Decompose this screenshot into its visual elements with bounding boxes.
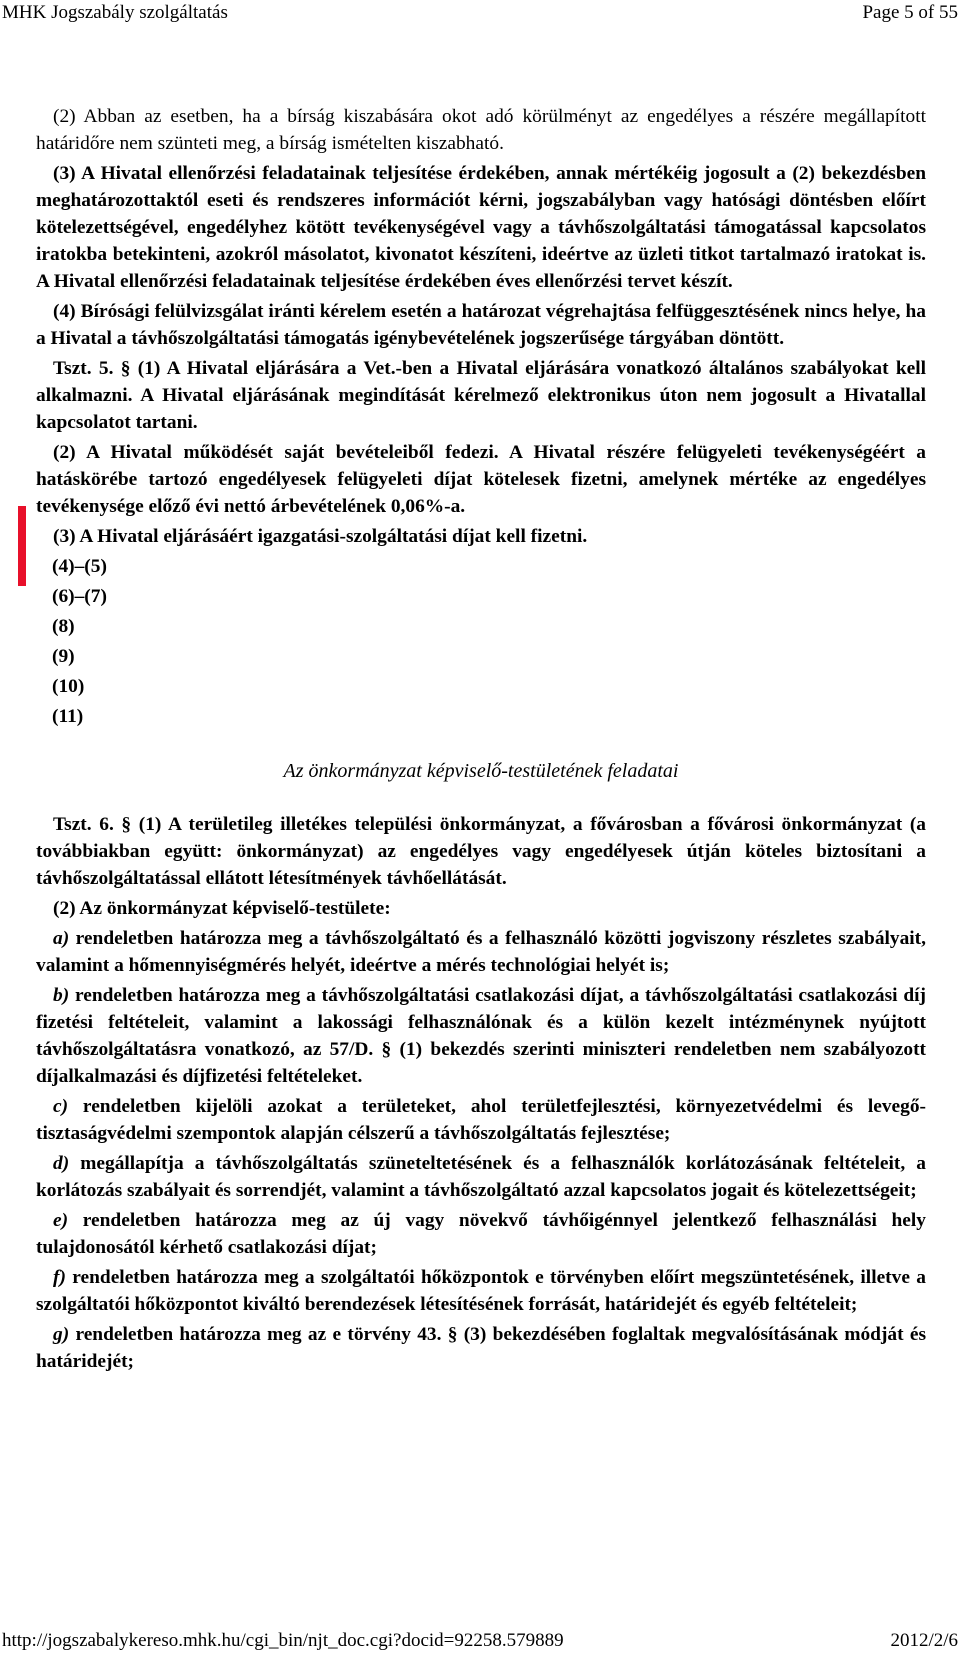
item-letter: c): [53, 1096, 69, 1117]
list-item-a: [36, 925, 926, 979]
item-letter: b): [53, 985, 70, 1006]
page-footer: [0, 1628, 960, 1654]
section-title: Az önkormányzat képviselő-testületének feladatai: [283, 760, 679, 782]
item-letter: g): [53, 1324, 70, 1345]
list-item-d: [36, 1150, 926, 1204]
repealed-item: (10): [52, 676, 85, 697]
header-title: MHK Jogszabály szolgáltatás: [2, 2, 228, 23]
section-5-para-2: (2) A Hivatal működését saját bevételeiből fedezi. A Hivatal részére felügyeleti tevékenységéért a hatáskörébe tartozó engedélyesek felügyeleti díjat kötelesek fizetni, amelynek mértéke az engedélyes tevékenysége előző évi nettó árbevételének 0,06%-a.: [36, 442, 926, 517]
repealed-item: (4)–(5): [52, 556, 107, 577]
page-number: Page 5 of 55: [862, 2, 958, 23]
repealed-item: (6)–(7): [52, 586, 107, 607]
section-6-para-2: (2) Az önkormányzat képviselő-testülete:: [53, 898, 391, 919]
item-text: rendeletben határozza meg a szolgáltatói hőközpontok e törvényben előírt megszüntetésének, illetve a szolgáltatói hőközpontot kiváltó berendezések létesítésének forrását, határidejét és egyéb feltételeit;: [36, 1267, 926, 1315]
change-marker: [18, 506, 26, 586]
list-item-g: [36, 1321, 926, 1375]
item-text: megállapítja a távhőszolgáltatás szüneteltetésének és a felhasználók korlátozásának feltételeit, a korlátozás szabályait és sorrendjét, valamint a távhőszolgáltató azzal kapcsolatos jogait és kötelezettségeit;: [36, 1153, 926, 1201]
source-url-link[interactable]: http://jogszabalykereso.mhk.hu/cgi_bin/njt_doc.cgi?docid=92258.579889: [2, 1630, 564, 1651]
item-text: rendeletben határozza meg a távhőszolgáltatási csatlakozási díjat, a távhőszolgáltatási csatlakozási díj fizetési feltételeit, valamint a lakossági felhasználónak és a külön kezelt intézménynek nyújtott távhőszolgáltatásra vonatkozó, az 57/D. § (1) bekezdés szerinti miniszteri rendeletben nem szabályozott díjalkalmazási és díjfizetési feltételeket.: [36, 985, 926, 1087]
print-date: 2012/2/6: [890, 1630, 958, 1651]
repealed-item: (9): [52, 646, 75, 667]
item-letter: e): [53, 1210, 69, 1231]
list-item-f: [36, 1264, 926, 1318]
repealed-item: (11): [52, 706, 84, 727]
section-5-para-1: Tszt. 5. § (1) A Hivatal eljárására a Vet.-ben a Hivatal eljárására vonatkozó általános szabályokat kell alkalmazni. A Hivatal eljárásának megindítását kérelmező elektronikus úton nem jogosult a Hivatallal kapcsolatot tartani.: [36, 358, 926, 433]
list-item-b: [36, 982, 926, 1090]
item-letter: a): [53, 928, 70, 949]
item-text: rendeletben határozza meg a távhőszolgáltató és a felhasználó közötti jogviszony részletes szabályait, valamint a hőmennyiségmérés helyét, ideértve a mérés technológiai helyét is;: [36, 928, 926, 976]
page-header: [0, 0, 960, 30]
item-text: rendeletben határozza meg az új vagy növekvő távhőigénnyel jelentkező felhasználási hely tulajdonosától kérhető csatlakozási díjat;: [36, 1210, 926, 1258]
item-letter: f): [53, 1267, 66, 1288]
item-text: rendeletben kijelöli azokat a területeket, ahol területfejlesztési, környezetvédelmi és levegő-tisztaságvédelmi szempontok alapján célszerű a távhőszolgáltatás fejlesztése;: [36, 1096, 926, 1144]
paragraph-3: (3) A Hivatal ellenőrzési feladatainak teljesítése érdekében, annak mértékéig jogosult a (2) bekezdésben meghatározottaktól eseti és rendszeres információt kérni, jogszabályban vagy hatósági döntésben előírt kötelezettségével, engedélyhez kötött tevékenységével vagy a távhőszolgáltatási támogatással kapcsolatos iratokba betekinteni, azokról másolatot, kivonatot készíteni, ideértve az üzleti titkot tartalmazó iratokat is. A Hivatal ellenőrzési feladatainak teljesítése érdekében éves ellenőrzési tervet készít.: [36, 163, 926, 292]
item-text: rendeletben határozza meg az e törvény 43. § (3) bekezdésében foglaltak megvalósításának módját és határidejét;: [36, 1324, 926, 1372]
paragraph-2: (2) Abban az esetben, ha a bírság kiszabására okot adó körülményt az engedélyes a részére megállapított határidőre nem szünteti meg, a bírság ismételten kiszabható.: [36, 106, 926, 154]
list-item-c: [36, 1093, 926, 1147]
repealed-item: (8): [52, 616, 75, 637]
item-letter: d): [53, 1153, 70, 1174]
paragraph-4: (4) Bírósági felülvizsgálat iránti kérelem esetén a határozat végrehajtása felfüggesztésének nincs helye, ha a Hivatal a távhőszolgáltatási támogatás igénybevételének jogszerűsége tárgyában döntött.: [36, 301, 926, 349]
list-item-e: [36, 1207, 926, 1261]
section-5-para-3: (3) A Hivatal eljárásáért igazgatási-szolgáltatási díjat kell fizetni.: [53, 526, 588, 547]
section-6-para-1: Tszt. 6. § (1) A területileg illetékes települési önkormányzat, a fővárosban a fővárosi önkormányzat (a továbbiakban együtt: önkormányzat) az engedélyes vagy engedélyesek útján köteles biztosítani a távhőszolgáltatással ellátott létesítmények távhőellátását.: [36, 814, 926, 889]
document-body: [36, 103, 926, 1378]
